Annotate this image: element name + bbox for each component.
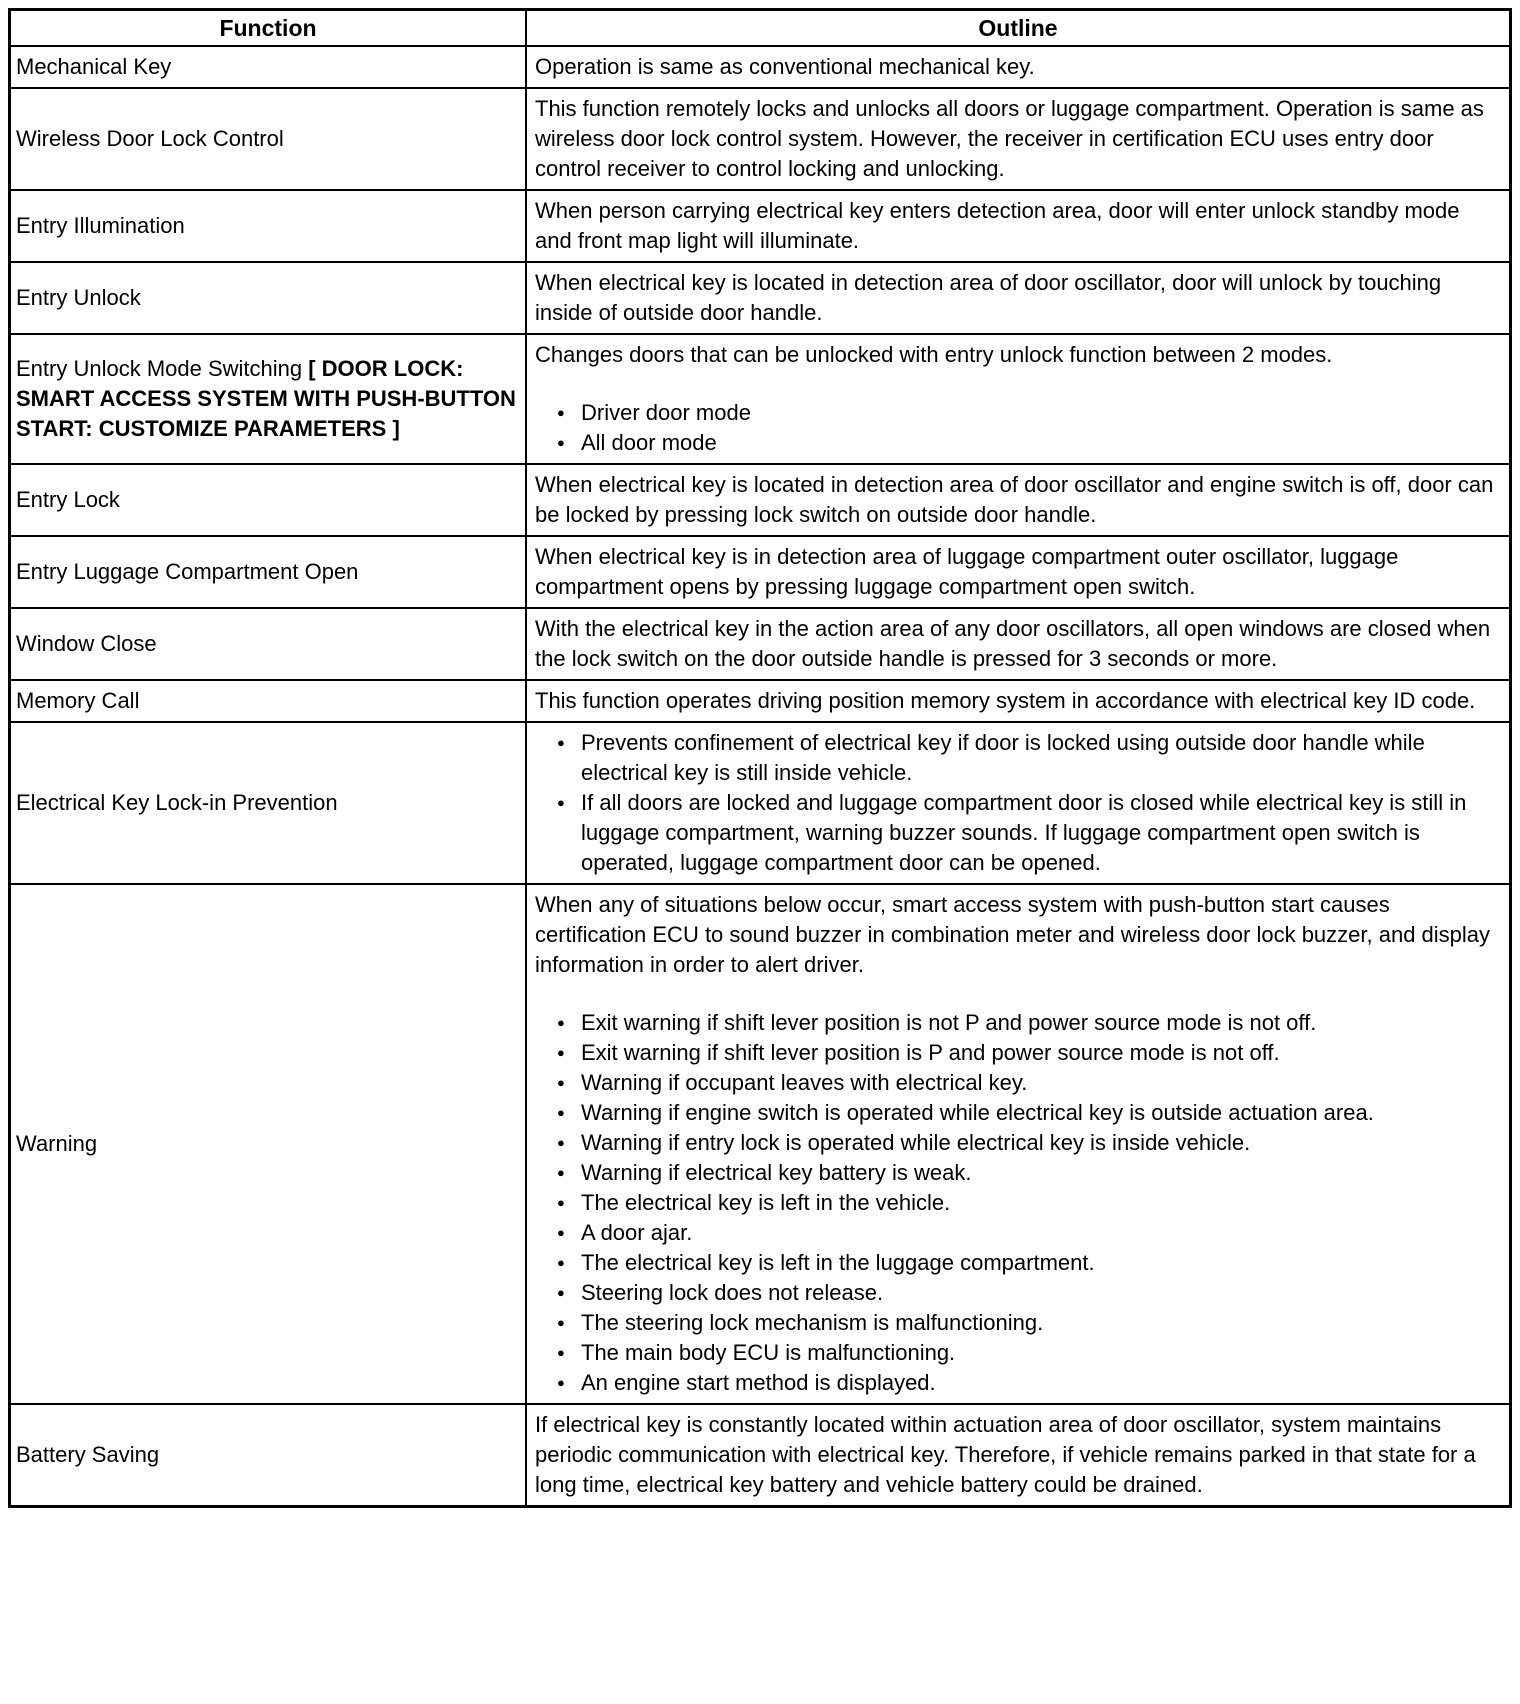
- bullet-icon: ●: [557, 1075, 565, 1090]
- function-cell: [10, 190, 527, 262]
- bullet-item: [535, 1338, 1499, 1368]
- bullet-item-text: The electrical key is left in the vehicle.: [581, 1190, 951, 1215]
- outline-paragraph: This function operates driving position memory system in accordance with electrical key ID code.: [535, 688, 1476, 713]
- table-row: [10, 46, 1511, 88]
- function-cell: [10, 1404, 527, 1507]
- function-label-bold: [ DOOR LOCK: SMART ACCESS SYSTEM WITH PUSH-BUTTON START: CUSTOMIZE PARAMETERS ]: [16, 356, 516, 441]
- bullet-item-text: If all doors are locked and luggage compartment door is closed while electrical key is still in luggage compartment, warning buzzer sounds. If luggage compartment open switch is operated, luggage compartment door can be opened.: [581, 790, 1467, 875]
- bullet-item: [535, 728, 1499, 788]
- table-row: [10, 190, 1511, 262]
- table-row: [10, 536, 1511, 608]
- bullet-item: [535, 1308, 1499, 1338]
- bullet-icon: ●: [557, 735, 565, 750]
- bullet-icon: ●: [557, 435, 565, 450]
- bullet-item-text: A door ajar.: [581, 1220, 693, 1245]
- table-row: [10, 608, 1511, 680]
- function-label: Entry Lock: [16, 487, 120, 512]
- function-cell: [10, 536, 527, 608]
- function-cell: [10, 262, 527, 334]
- function-cell: [10, 46, 527, 88]
- bullet-icon: ●: [557, 1135, 565, 1150]
- outline-paragraph: When electrical key is located in detection area of door oscillator, door will unlock by touching inside of outside door handle.: [535, 270, 1442, 325]
- outline-column-header: Outline: [526, 10, 1511, 47]
- outline-paragraph: This function remotely locks and unlocks all doors or luggage compartment. Operation is same as wireless door lock control system. However, the receiver in certification ECU uses entry door control receiver to control locking and unlocking.: [535, 96, 1484, 181]
- bullet-icon: ●: [557, 1315, 565, 1330]
- table-row: [10, 464, 1511, 536]
- table-body: [10, 46, 1511, 1507]
- bullet-item: [535, 428, 1499, 458]
- outline-cell: [526, 464, 1511, 536]
- function-column-header: Function: [10, 10, 527, 47]
- function-label: Wireless Door Lock Control: [16, 126, 284, 151]
- table-row: [10, 262, 1511, 334]
- outline-cell: [526, 88, 1511, 190]
- bullet-item-text: Steering lock does not release.: [581, 1280, 884, 1305]
- bullet-item-text: All door mode: [581, 430, 717, 455]
- function-outline-table: [8, 8, 1512, 1508]
- function-label: Entry Illumination: [16, 213, 185, 238]
- bullet-icon: ●: [557, 1195, 565, 1210]
- bullet-item: [535, 1218, 1499, 1248]
- bullet-item: [535, 788, 1499, 878]
- function-cell: [10, 88, 527, 190]
- bullet-item: [535, 1008, 1499, 1038]
- bullet-item-text: Driver door mode: [581, 400, 751, 425]
- table-row: [10, 680, 1511, 722]
- bullet-item: [535, 1098, 1499, 1128]
- bullet-item-text: The electrical key is left in the luggage compartment.: [581, 1250, 1095, 1275]
- outline-cell: [526, 46, 1511, 88]
- function-cell: [10, 608, 527, 680]
- bullet-icon: ●: [557, 1225, 565, 1240]
- bullet-item-text: Prevents confinement of electrical key if door is locked using outside door handle while electrical key is still inside vehicle.: [581, 730, 1425, 785]
- bullet-icon: ●: [557, 1045, 565, 1060]
- outline-paragraph: With the electrical key in the action area of any door oscillators, all open windows are closed when the lock switch on the door outside handle is pressed for 3 seconds or more.: [535, 616, 1491, 671]
- bullet-item-text: The steering lock mechanism is malfunctioning.: [581, 1310, 1044, 1335]
- bullet-item: [535, 1068, 1499, 1098]
- outline-cell: [526, 680, 1511, 722]
- bullet-item-text: Exit warning if shift lever position is not P and power source mode is not off.: [581, 1010, 1317, 1035]
- function-cell: [10, 722, 527, 884]
- outline-paragraph: When electrical key is located in detection area of door oscillator and engine switch is off, door can be locked by pressing lock switch on outside door handle.: [535, 472, 1494, 527]
- bullet-item-text: An engine start method is displayed.: [581, 1370, 936, 1395]
- header-row: [10, 10, 1511, 47]
- table-row: [10, 884, 1511, 1404]
- bullet-icon: ●: [557, 1255, 565, 1270]
- function-label: Entry Luggage Compartment Open: [16, 559, 359, 584]
- bullet-icon: ●: [557, 795, 565, 810]
- bullet-icon: ●: [557, 1285, 565, 1300]
- bullet-list: [535, 398, 1499, 458]
- bullet-item: [535, 398, 1499, 428]
- bullet-item: [535, 1128, 1499, 1158]
- bullet-item-text: Warning if electrical key battery is weak.: [581, 1160, 972, 1185]
- function-label: Electrical Key Lock-in Prevention: [16, 790, 338, 815]
- bullet-item: [535, 1278, 1499, 1308]
- bullet-item: [535, 1158, 1499, 1188]
- outline-paragraph: When person carrying electrical key enters detection area, door will enter unlock standby mode and front map light will illuminate.: [535, 198, 1460, 253]
- outline-cell: [526, 334, 1511, 464]
- bullet-item: [535, 1368, 1499, 1398]
- bullet-item-text: Warning if occupant leaves with electrical key.: [581, 1070, 1028, 1095]
- outline-cell: [526, 608, 1511, 680]
- function-label: Warning: [16, 1131, 98, 1156]
- outline-paragraph: When any of situations below occur, smart access system with push-button start causes certification ECU to sound buzzer in combination meter and wireless door lock buzzer, and display information in order to alert driver.: [535, 892, 1491, 977]
- bullet-item-text: Warning if engine switch is operated while electrical key is outside actuation area.: [581, 1100, 1374, 1125]
- table-row: [10, 334, 1511, 464]
- function-label: Entry Unlock: [16, 285, 141, 310]
- function-cell: [10, 334, 527, 464]
- function-label: Mechanical Key: [16, 54, 172, 79]
- outline-paragraph: Operation is same as conventional mechanical key.: [535, 54, 1035, 79]
- bullet-item-text: Exit warning if shift lever position is P and power source mode is not off.: [581, 1040, 1280, 1065]
- bullet-icon: ●: [557, 1345, 565, 1360]
- function-cell: [10, 680, 527, 722]
- bullet-list: [535, 728, 1499, 878]
- function-cell: [10, 884, 527, 1404]
- table-row: [10, 1404, 1511, 1507]
- function-label: Window Close: [16, 631, 157, 656]
- table-row: [10, 722, 1511, 884]
- outline-cell: [526, 884, 1511, 1404]
- function-cell: [10, 464, 527, 536]
- bullet-list: [535, 1008, 1499, 1398]
- bullet-icon: ●: [557, 1105, 565, 1120]
- bullet-icon: ●: [557, 1165, 565, 1180]
- outline-cell: [526, 1404, 1511, 1507]
- outline-paragraph: If electrical key is constantly located within actuation area of door oscillator, system maintains periodic communication with electrical key. Therefore, if vehicle remains parked in that state for a long time, electrical key battery and vehicle battery could be drained.: [535, 1412, 1476, 1497]
- table-row: [10, 88, 1511, 190]
- bullet-item-text: Warning if entry lock is operated while electrical key is inside vehicle.: [581, 1130, 1251, 1155]
- outline-paragraph: Changes doors that can be unlocked with entry unlock function between 2 modes.: [535, 342, 1333, 367]
- outline-cell: [526, 190, 1511, 262]
- function-label: Entry Unlock Mode Switching: [16, 356, 309, 381]
- bullet-icon: ●: [557, 405, 565, 420]
- outline-cell: [526, 262, 1511, 334]
- bullet-item-text: The main body ECU is malfunctioning.: [581, 1340, 956, 1365]
- function-label: Battery Saving: [16, 1442, 160, 1467]
- outline-cell: [526, 722, 1511, 884]
- bullet-item: [535, 1188, 1499, 1218]
- bullet-item: [535, 1248, 1499, 1278]
- bullet-icon: ●: [557, 1375, 565, 1390]
- function-label: Memory Call: [16, 688, 140, 713]
- bullet-icon: ●: [557, 1015, 565, 1030]
- outline-cell: [526, 536, 1511, 608]
- bullet-item: [535, 1038, 1499, 1068]
- outline-paragraph: When electrical key is in detection area of luggage compartment outer oscillator, luggage compartment opens by pressing luggage compartment open switch.: [535, 544, 1399, 599]
